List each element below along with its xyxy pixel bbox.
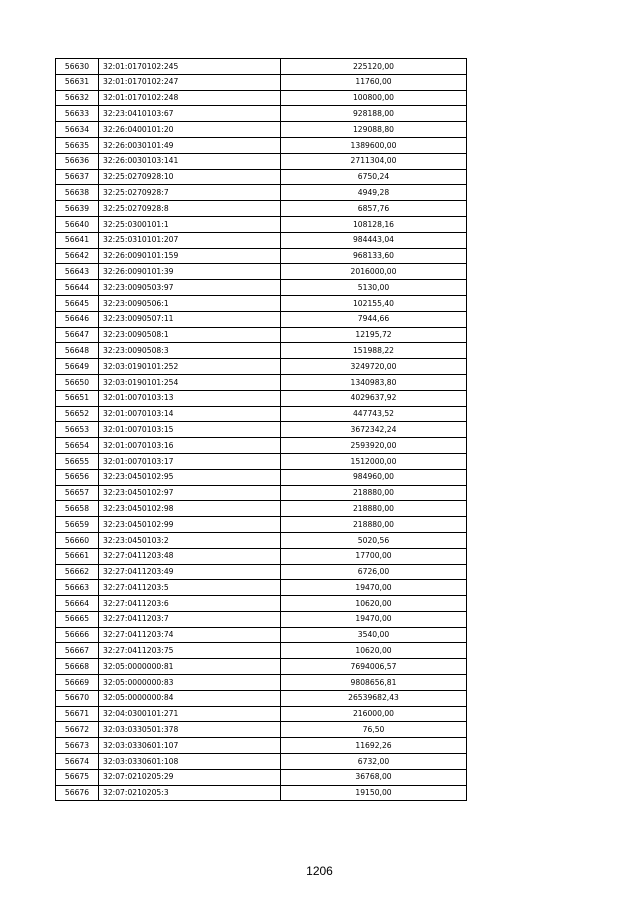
table-row bbox=[56, 627, 467, 643]
table-row bbox=[56, 706, 467, 722]
table-row bbox=[56, 201, 467, 217]
cadastral-number-cell: 32:05:0000000:81 bbox=[99, 659, 281, 675]
row-number-cell: 56673 bbox=[56, 738, 99, 754]
table-row bbox=[56, 343, 467, 359]
row-number-cell: 56633 bbox=[56, 106, 99, 122]
row-number-cell: 56666 bbox=[56, 627, 99, 643]
cadastral-number-cell: 32:01:0070103:16 bbox=[99, 438, 281, 454]
row-number-cell: 56645 bbox=[56, 295, 99, 311]
table-row bbox=[56, 90, 467, 106]
row-number-cell: 56658 bbox=[56, 501, 99, 517]
row-number-cell: 56670 bbox=[56, 690, 99, 706]
table-row bbox=[56, 469, 467, 485]
row-number-cell: 56669 bbox=[56, 675, 99, 691]
row-number-cell: 56675 bbox=[56, 769, 99, 785]
cadastral-number-cell: 32:04:0300101:271 bbox=[99, 706, 281, 722]
cadastral-value-cell: 6750,24 bbox=[281, 169, 467, 185]
cadastral-value-cell: 3672342,24 bbox=[281, 422, 467, 438]
row-number-cell: 56671 bbox=[56, 706, 99, 722]
table-row bbox=[56, 675, 467, 691]
cadastral-value-cell: 218880,00 bbox=[281, 485, 467, 501]
cadastral-number-cell: 32:23:0450102:99 bbox=[99, 517, 281, 533]
row-number-cell: 56663 bbox=[56, 580, 99, 596]
table-row bbox=[56, 422, 467, 438]
row-number-cell: 56674 bbox=[56, 754, 99, 770]
table-row bbox=[56, 280, 467, 296]
page-number: 1206 bbox=[306, 864, 333, 878]
cadastral-number-cell: 32:03:0190101:254 bbox=[99, 374, 281, 390]
row-number-cell: 56635 bbox=[56, 137, 99, 153]
cadastral-value-cell: 36768,00 bbox=[281, 769, 467, 785]
cadastral-value-cell: 5020,56 bbox=[281, 532, 467, 548]
table-row bbox=[56, 690, 467, 706]
row-number-cell: 56640 bbox=[56, 216, 99, 232]
cadastral-number-cell: 32:26:0030101:49 bbox=[99, 137, 281, 153]
table-row bbox=[56, 722, 467, 738]
cadastral-value-cell: 218880,00 bbox=[281, 501, 467, 517]
cadastral-value-cell: 17700,00 bbox=[281, 548, 467, 564]
table-row bbox=[56, 517, 467, 533]
row-number-cell: 56641 bbox=[56, 232, 99, 248]
table-row bbox=[56, 232, 467, 248]
cadastral-number-cell: 32:23:0090506:1 bbox=[99, 295, 281, 311]
cadastral-number-cell: 32:23:0090508:3 bbox=[99, 343, 281, 359]
row-number-cell: 56632 bbox=[56, 90, 99, 106]
row-number-cell: 56652 bbox=[56, 406, 99, 422]
cadastral-value-cell: 11760,00 bbox=[281, 74, 467, 90]
cadastral-number-cell: 32:23:0090503:97 bbox=[99, 280, 281, 296]
cadastral-number-cell: 32:25:0270928:10 bbox=[99, 169, 281, 185]
cadastral-value-cell: 102155,40 bbox=[281, 295, 467, 311]
table-row bbox=[56, 264, 467, 280]
table-row bbox=[56, 596, 467, 612]
cadastral-number-cell: 32:03:0330501:378 bbox=[99, 722, 281, 738]
row-number-cell: 56642 bbox=[56, 248, 99, 264]
row-number-cell: 56662 bbox=[56, 564, 99, 580]
cadastral-value-cell: 19150,00 bbox=[281, 785, 467, 801]
table-row bbox=[56, 438, 467, 454]
cadastral-value-cell: 6726,00 bbox=[281, 564, 467, 580]
cadastral-number-cell: 32:01:0070103:15 bbox=[99, 422, 281, 438]
row-number-cell: 56647 bbox=[56, 327, 99, 343]
cadastral-number-cell: 32:03:0330601:107 bbox=[99, 738, 281, 754]
cadastral-value-cell: 129088,80 bbox=[281, 122, 467, 138]
table-row bbox=[56, 769, 467, 785]
cadastral-number-cell: 32:23:0090507:11 bbox=[99, 311, 281, 327]
cadastral-number-cell: 32:23:0090508:1 bbox=[99, 327, 281, 343]
cadastral-value-cell: 968133,60 bbox=[281, 248, 467, 264]
cadastral-number-cell: 32:25:0270928:7 bbox=[99, 185, 281, 201]
table-row bbox=[56, 532, 467, 548]
cadastral-number-cell: 32:27:0411203:74 bbox=[99, 627, 281, 643]
row-number-cell: 56634 bbox=[56, 122, 99, 138]
cadastral-value-cell: 6732,00 bbox=[281, 754, 467, 770]
cadastral-value-cell: 19470,00 bbox=[281, 611, 467, 627]
table-row bbox=[56, 327, 467, 343]
cadastral-number-cell: 32:27:0411203:5 bbox=[99, 580, 281, 596]
row-number-cell: 56665 bbox=[56, 611, 99, 627]
cadastral-number-cell: 32:07:0210205:3 bbox=[99, 785, 281, 801]
row-number-cell: 56661 bbox=[56, 548, 99, 564]
cadastral-value-cell: 1512000,00 bbox=[281, 453, 467, 469]
cadastral-number-cell: 32:01:0170102:248 bbox=[99, 90, 281, 106]
cadastral-value-cell: 6857,76 bbox=[281, 201, 467, 217]
row-number-cell: 56653 bbox=[56, 422, 99, 438]
cadastral-number-cell: 32:05:0000000:83 bbox=[99, 675, 281, 691]
row-number-cell: 56644 bbox=[56, 280, 99, 296]
cadastral-number-cell: 32:01:0170102:247 bbox=[99, 74, 281, 90]
cadastral-value-cell: 26539682,43 bbox=[281, 690, 467, 706]
cadastral-value-cell: 3249720,00 bbox=[281, 359, 467, 375]
cadastral-value-cell: 9808656,81 bbox=[281, 675, 467, 691]
row-number-cell: 56664 bbox=[56, 596, 99, 612]
cadastral-value-cell: 76,50 bbox=[281, 722, 467, 738]
cadastral-value-cell: 3540,00 bbox=[281, 627, 467, 643]
cadastral-number-cell: 32:01:0070103:13 bbox=[99, 390, 281, 406]
row-number-cell: 56648 bbox=[56, 343, 99, 359]
cadastral-number-cell: 32:25:0270928:8 bbox=[99, 201, 281, 217]
row-number-cell: 56672 bbox=[56, 722, 99, 738]
cadastral-number-cell: 32:23:0450103:2 bbox=[99, 532, 281, 548]
cadastral-value-cell: 928188,00 bbox=[281, 106, 467, 122]
cadastral-value-cell: 10620,00 bbox=[281, 643, 467, 659]
row-number-cell: 56655 bbox=[56, 453, 99, 469]
row-number-cell: 56646 bbox=[56, 311, 99, 327]
table-row bbox=[56, 122, 467, 138]
cadastral-value-cell: 5130,00 bbox=[281, 280, 467, 296]
table-row bbox=[56, 169, 467, 185]
cadastral-value-cell: 1340983,80 bbox=[281, 374, 467, 390]
table-row bbox=[56, 501, 467, 517]
cadastral-number-cell: 32:01:0070103:14 bbox=[99, 406, 281, 422]
row-number-cell: 56657 bbox=[56, 485, 99, 501]
cadastral-value-cell: 10620,00 bbox=[281, 596, 467, 612]
table-row bbox=[56, 611, 467, 627]
table-row bbox=[56, 754, 467, 770]
cadastral-number-cell: 32:01:0170102:245 bbox=[99, 59, 281, 75]
row-number-cell: 56637 bbox=[56, 169, 99, 185]
cadastral-value-cell: 108128,16 bbox=[281, 216, 467, 232]
cadastral-number-cell: 32:27:0411203:48 bbox=[99, 548, 281, 564]
cadastral-number-cell: 32:27:0411203:49 bbox=[99, 564, 281, 580]
cadastral-value-cell: 4029637,92 bbox=[281, 390, 467, 406]
cadastral-value-cell: 984443,04 bbox=[281, 232, 467, 248]
cadastral-number-cell: 32:03:0330601:108 bbox=[99, 754, 281, 770]
row-number-cell: 56651 bbox=[56, 390, 99, 406]
table-row bbox=[56, 216, 467, 232]
cadastral-value-cell: 19470,00 bbox=[281, 580, 467, 596]
cadastral-number-cell: 32:27:0411203:75 bbox=[99, 643, 281, 659]
row-number-cell: 56654 bbox=[56, 438, 99, 454]
cadastral-value-cell: 225120,00 bbox=[281, 59, 467, 75]
cadastral-number-cell: 32:23:0410103:67 bbox=[99, 106, 281, 122]
row-number-cell: 56667 bbox=[56, 643, 99, 659]
table-row bbox=[56, 785, 467, 801]
table-row bbox=[56, 406, 467, 422]
table-row bbox=[56, 738, 467, 754]
cadastral-value-table bbox=[55, 58, 467, 801]
cadastral-value-cell: 447743,52 bbox=[281, 406, 467, 422]
cadastral-value-cell: 2593920,00 bbox=[281, 438, 467, 454]
cadastral-value-cell: 100800,00 bbox=[281, 90, 467, 106]
row-number-cell: 56631 bbox=[56, 74, 99, 90]
table-row bbox=[56, 137, 467, 153]
cadastral-number-cell: 32:27:0411203:6 bbox=[99, 596, 281, 612]
cadastral-value-cell: 11692,26 bbox=[281, 738, 467, 754]
cadastral-value-cell: 984960,00 bbox=[281, 469, 467, 485]
cadastral-value-cell: 151988,22 bbox=[281, 343, 467, 359]
cadastral-number-cell: 32:23:0450102:97 bbox=[99, 485, 281, 501]
table-row bbox=[56, 311, 467, 327]
row-number-cell: 56638 bbox=[56, 185, 99, 201]
cadastral-number-cell: 32:26:0400101:20 bbox=[99, 122, 281, 138]
table-row bbox=[56, 548, 467, 564]
cadastral-value-cell: 7694006,57 bbox=[281, 659, 467, 675]
row-number-cell: 56639 bbox=[56, 201, 99, 217]
table-row bbox=[56, 185, 467, 201]
table-row bbox=[56, 295, 467, 311]
cadastral-number-cell: 32:26:0030103:141 bbox=[99, 153, 281, 169]
row-number-cell: 56676 bbox=[56, 785, 99, 801]
cadastral-number-cell: 32:01:0070103:17 bbox=[99, 453, 281, 469]
row-number-cell: 56668 bbox=[56, 659, 99, 675]
table-row bbox=[56, 248, 467, 264]
table-row bbox=[56, 580, 467, 596]
cadastral-number-cell: 32:26:0090101:39 bbox=[99, 264, 281, 280]
cadastral-value-cell: 216000,00 bbox=[281, 706, 467, 722]
row-number-cell: 56649 bbox=[56, 359, 99, 375]
table-row bbox=[56, 453, 467, 469]
row-number-cell: 56630 bbox=[56, 59, 99, 75]
table-row bbox=[56, 59, 467, 75]
row-number-cell: 56643 bbox=[56, 264, 99, 280]
row-number-cell: 56656 bbox=[56, 469, 99, 485]
row-number-cell: 56636 bbox=[56, 153, 99, 169]
cadastral-value-cell: 2711304,00 bbox=[281, 153, 467, 169]
cadastral-number-cell: 32:26:0090101:159 bbox=[99, 248, 281, 264]
cadastral-number-cell: 32:25:0300101:1 bbox=[99, 216, 281, 232]
table-body bbox=[56, 59, 467, 801]
cadastral-number-cell: 32:27:0411203:7 bbox=[99, 611, 281, 627]
row-number-cell: 56660 bbox=[56, 532, 99, 548]
cadastral-value-cell: 2016000,00 bbox=[281, 264, 467, 280]
table-row bbox=[56, 374, 467, 390]
cadastral-number-cell: 32:23:0450102:95 bbox=[99, 469, 281, 485]
table-row bbox=[56, 359, 467, 375]
cadastral-value-cell: 7944,66 bbox=[281, 311, 467, 327]
cadastral-number-cell: 32:05:0000000:84 bbox=[99, 690, 281, 706]
table-row bbox=[56, 564, 467, 580]
table-row bbox=[56, 643, 467, 659]
table-row bbox=[56, 390, 467, 406]
cadastral-value-cell: 4949,28 bbox=[281, 185, 467, 201]
row-number-cell: 56659 bbox=[56, 517, 99, 533]
table-row bbox=[56, 485, 467, 501]
cadastral-number-cell: 32:07:0210205:29 bbox=[99, 769, 281, 785]
cadastral-number-cell: 32:25:0310101:207 bbox=[99, 232, 281, 248]
table-row bbox=[56, 74, 467, 90]
cadastral-number-cell: 32:03:0190101:252 bbox=[99, 359, 281, 375]
cadastral-value-cell: 12195,72 bbox=[281, 327, 467, 343]
table-row bbox=[56, 659, 467, 675]
cadastral-number-cell: 32:23:0450102:98 bbox=[99, 501, 281, 517]
cadastral-value-cell: 1389600,00 bbox=[281, 137, 467, 153]
table-row bbox=[56, 153, 467, 169]
table-row bbox=[56, 106, 467, 122]
cadastral-value-cell: 218880,00 bbox=[281, 517, 467, 533]
row-number-cell: 56650 bbox=[56, 374, 99, 390]
